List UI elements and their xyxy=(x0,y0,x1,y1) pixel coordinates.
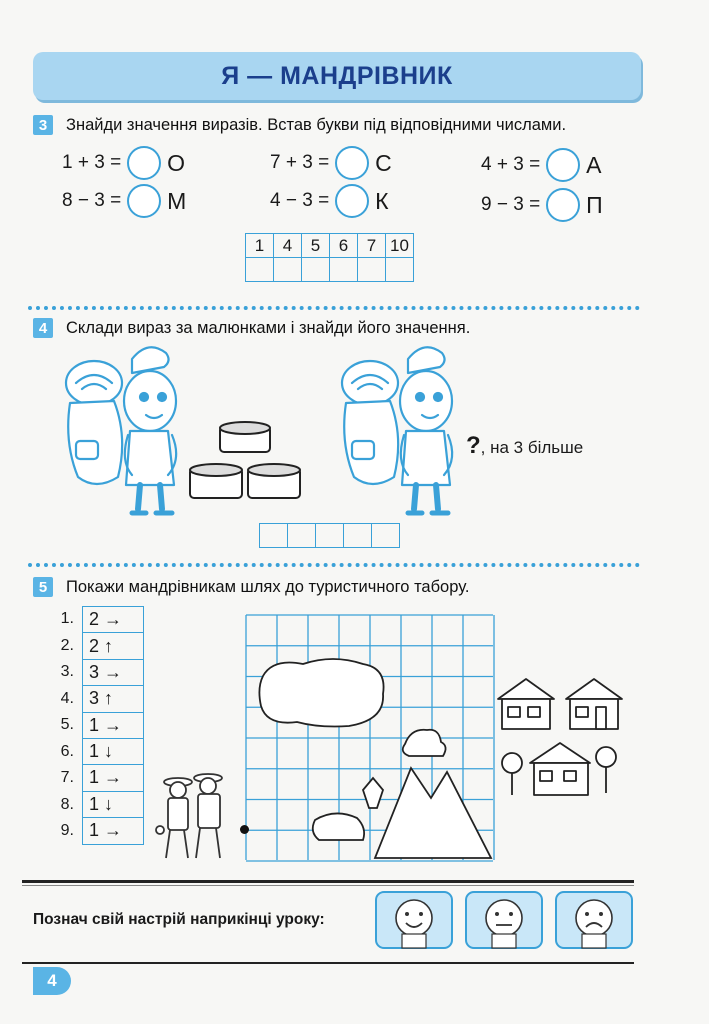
arrow-down-icon: ↓ xyxy=(104,793,114,814)
page-number: 4 xyxy=(33,967,71,995)
step-cell xyxy=(83,633,144,659)
neutral-face-icon[interactable] xyxy=(464,890,544,952)
letter-cell[interactable] xyxy=(330,258,358,282)
route-grid-map xyxy=(245,614,495,862)
step-number: 7. xyxy=(60,769,74,786)
answer-circle[interactable] xyxy=(546,148,580,182)
mood-prompt: Познач свій настрій наприкінці уроку: xyxy=(33,911,325,928)
tree-icon xyxy=(596,747,616,767)
letter-cell[interactable] xyxy=(274,258,302,282)
bear-shape xyxy=(313,813,364,840)
task-3-instruction: Знайди значення виразів. Встав букви під відповідними числами. xyxy=(66,116,567,134)
step-number: 3. xyxy=(60,663,74,680)
letter-cell[interactable] xyxy=(246,258,274,282)
bush-shape xyxy=(403,730,446,756)
house-icon xyxy=(566,679,622,699)
step-count: 3 xyxy=(89,661,100,682)
expression-letter: С xyxy=(375,149,392,176)
expression-text: 4 + 3 = xyxy=(481,154,541,175)
answer-circle[interactable] xyxy=(127,146,161,180)
expression-answer-boxes xyxy=(259,523,400,548)
happy-face-icon[interactable] xyxy=(374,890,454,952)
step-cell xyxy=(83,686,144,712)
answer-number: 6 xyxy=(330,234,358,258)
answer-box[interactable] xyxy=(316,524,344,548)
lake-shape xyxy=(259,659,383,727)
letter-cell[interactable] xyxy=(358,258,386,282)
step-cell xyxy=(83,607,144,633)
mood-bottom-rule xyxy=(22,962,634,964)
letter-cell[interactable] xyxy=(302,258,330,282)
expression-2 xyxy=(270,146,392,180)
arrow-right-icon: → xyxy=(104,714,123,735)
step-count: 2 xyxy=(89,635,100,656)
hint-text: , на 3 більше xyxy=(480,438,584,457)
expression-letter: М xyxy=(167,187,187,214)
step-count: 1 xyxy=(89,820,100,841)
hikers-illustration xyxy=(150,768,240,863)
task-3-badge: 3 xyxy=(33,115,53,135)
answer-number: 5 xyxy=(302,234,330,258)
expression-text: 1 + 3 = xyxy=(62,152,122,173)
task-4-instruction: Склади вираз за малюнками і знайди його значення. xyxy=(66,319,471,337)
tourist-camp-illustration xyxy=(496,675,626,805)
cans-illustration xyxy=(186,420,306,508)
question-mark: ? xyxy=(466,432,481,459)
letter-answer-table xyxy=(245,233,414,282)
expression-text: 4 − 3 = xyxy=(270,190,330,211)
boy-hiker-right-illustration xyxy=(338,343,468,521)
answer-circle[interactable] xyxy=(546,188,580,222)
arrow-right-icon: → xyxy=(104,661,123,682)
arrow-down-icon: ↓ xyxy=(104,741,114,762)
answer-circle[interactable] xyxy=(335,146,369,180)
answer-number: 4 xyxy=(274,234,302,258)
task-5-instruction: Покажи мандрівникам шлях до туристичного табору. xyxy=(66,578,470,596)
step-number: 2. xyxy=(60,636,74,654)
answer-circle[interactable] xyxy=(127,184,161,218)
task-4-badge: 4 xyxy=(33,318,53,338)
house-icon xyxy=(498,679,554,699)
expression-letter: О xyxy=(167,149,186,176)
mountains-shape xyxy=(375,768,491,858)
letter-cell[interactable] xyxy=(386,258,414,282)
expression-text: 7 + 3 = xyxy=(270,152,330,173)
answer-number: 7 xyxy=(358,234,386,258)
task-5-badge: 5 xyxy=(33,577,53,597)
step-count: 1 xyxy=(89,741,100,762)
step-table xyxy=(82,606,144,845)
arrow-up-icon: ↑ xyxy=(104,688,114,709)
expression-5 xyxy=(270,184,389,218)
answer-box[interactable] xyxy=(372,524,400,548)
step-number: 4. xyxy=(60,689,74,707)
step-cell xyxy=(83,738,144,764)
answer-box[interactable] xyxy=(260,524,288,548)
step-count: 3 xyxy=(89,688,100,709)
step-cell xyxy=(83,791,144,817)
tree-icon xyxy=(502,753,522,773)
expression-3 xyxy=(481,148,602,182)
answer-number: 1 xyxy=(246,234,274,258)
step-number: 1. xyxy=(60,610,74,627)
expression-letter: А xyxy=(586,151,602,178)
section-divider xyxy=(28,563,640,567)
step-count: 1 xyxy=(89,793,100,814)
step-cell xyxy=(83,818,144,845)
expression-letter: К xyxy=(375,187,389,214)
step-cell xyxy=(83,712,144,738)
wolf-shape xyxy=(363,778,383,808)
arrow-right-icon: → xyxy=(104,609,123,630)
step-number: 5. xyxy=(60,716,74,733)
step-count: 2 xyxy=(89,609,100,630)
step-count: 1 xyxy=(89,714,100,735)
answer-circle[interactable] xyxy=(335,184,369,218)
answer-box[interactable] xyxy=(288,524,316,548)
expression-6 xyxy=(481,188,603,222)
step-numbers xyxy=(52,606,74,845)
step-cell xyxy=(83,659,144,685)
house-icon xyxy=(530,743,590,763)
start-point xyxy=(240,825,249,834)
page-title: Я — МАНДРІВНИК xyxy=(221,61,453,90)
boy-hiker-left-illustration xyxy=(62,343,192,521)
answer-number: 10 xyxy=(386,234,414,258)
expression-4 xyxy=(62,184,186,218)
sad-face-icon[interactable] xyxy=(554,890,634,952)
expression-text: 9 − 3 = xyxy=(481,194,541,215)
expression-text: 8 − 3 = xyxy=(62,190,122,211)
step-number: 6. xyxy=(60,742,74,760)
arrow-right-icon: → xyxy=(104,820,123,841)
step-count: 1 xyxy=(89,767,100,788)
step-cell xyxy=(83,765,144,791)
answer-box[interactable] xyxy=(344,524,372,548)
route-steps xyxy=(52,606,144,845)
arrow-up-icon: ↑ xyxy=(104,635,114,656)
expression-letter: П xyxy=(586,191,603,218)
task-4-hint xyxy=(466,432,583,460)
section-divider xyxy=(28,306,640,310)
title-banner xyxy=(33,52,641,100)
mood-top-rule xyxy=(22,880,634,886)
expression-1 xyxy=(62,146,185,180)
arrow-right-icon: → xyxy=(104,767,123,788)
step-number: 8. xyxy=(60,795,74,813)
step-number: 9. xyxy=(60,822,74,839)
